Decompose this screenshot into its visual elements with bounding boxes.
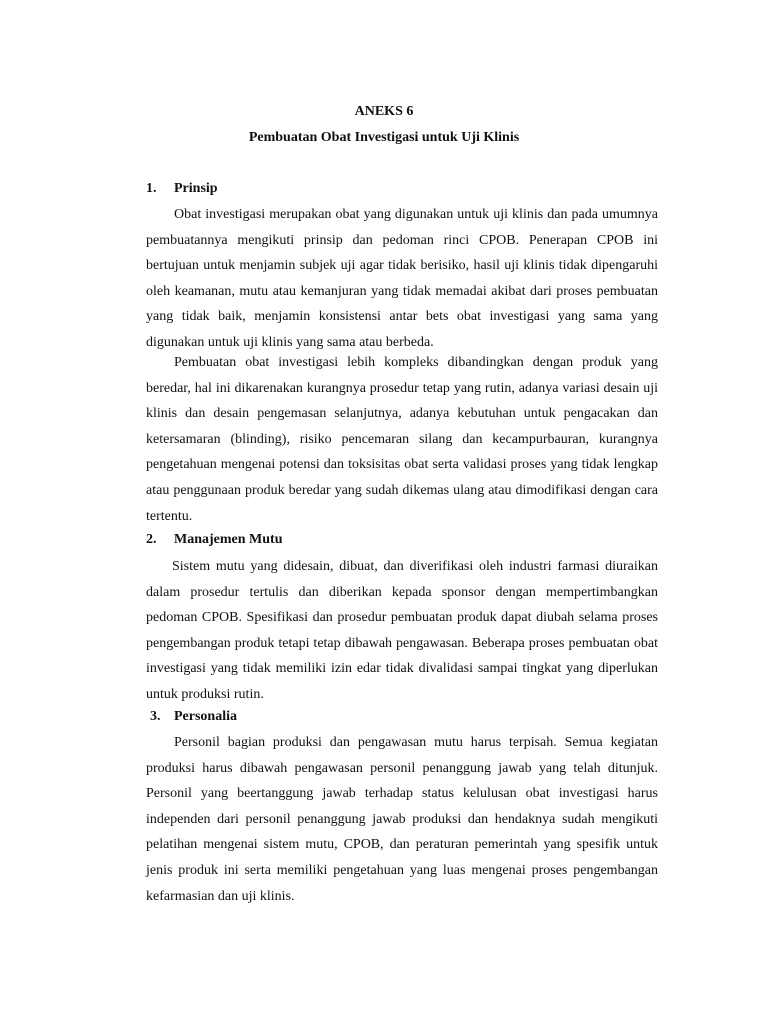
- section-number: 1.: [146, 181, 157, 196]
- paragraph: Obat investigasi merupakan obat yang digunakan untuk uji klinis dan pada umumnya pembuatannya mengikuti prinsip dan pedoman rinci CPOB. Penerapan CPOB ini bertujuan untuk menjamin subjek uji agar tidak berisiko, hasil uji klinis tidak dipengaruhi oleh keamanan, mutu atau kemanjuran yang tidak memadai akibat dari proses pembuatan yang tidak baik, menjamin konsistensi antar bets obat investigasi yang sama yang digunakan untuk uji klinis yang sama atau berbeda.: [146, 207, 658, 350]
- section-heading-personalia: [150, 709, 237, 725]
- paragraph: Sistem mutu yang didesain, dibuat, dan diverifikasi oleh industri farmasi diuraikan dalam prosedur tertulis dan diberikan kepada sponsor dengan mempertimbangkan pedoman CPOB. Spesifikasi dan prosedur pembuatan produk dapat diubah selama proses pengembangan produk tetapi tetap dibawah pengawasan. Beberapa proses pembuatan obat investigasi yang tidak memiliki izin edar tidak divalidasi sampai tingkat yang diperlukan untuk produksi rutin.: [146, 559, 658, 702]
- section-title: Prinsip: [174, 181, 218, 196]
- paragraph: Pembuatan obat investigasi lebih kompleks dibandingkan dengan produk yang beredar, hal ini dikarenakan kurangnya prosedur tetap yang rutin, adanya variasi desain uji klinis dan desain pengemasan selanjutnya, adanya kebutuhan untuk pengacakan dan ketersamaran (blinding), risiko pencemaran silang dan kecampurbauran, kurangnya pengetahuan mengenai potensi dan toksisitas obat serta validasi proses yang tidak lengkap atau penggunaan produk beredar yang sudah dikemas ulang atau dimodifikasi dengan cara tertentu.: [146, 355, 658, 524]
- section-heading-manajemen-mutu: [146, 532, 283, 548]
- document-title: ANEKS 6: [354, 104, 414, 119]
- document-subtitle: Pembuatan Obat Investigasi untuk Uji Klinis: [248, 130, 520, 145]
- section-number: 2.: [146, 532, 157, 547]
- paragraph: Personil bagian produksi dan pengawasan mutu harus terpisah. Semua kegiatan produksi harus dibawah pengawasan personil penanggung jawab yang telah ditunjuk. Personil yang beertanggung jawab terhadap status kelulusan obat investigasi harus independen dari personil penanggung jawab produksi dan hendaknya sudah mengikuti pelatihan mengenai sistem mutu, CPOB, dan peraturan pemerintah yang spesifik untuk jenis produk ini serta memiliki pengetahuan yang luas mengenai proses pengembangan kefarmasian dan uji klinis.: [146, 735, 658, 904]
- section-title: Manajemen Mutu: [174, 532, 283, 547]
- section-heading-prinsip: [146, 181, 218, 197]
- section-number: 3.: [150, 709, 161, 724]
- section-title: Personalia: [174, 709, 237, 724]
